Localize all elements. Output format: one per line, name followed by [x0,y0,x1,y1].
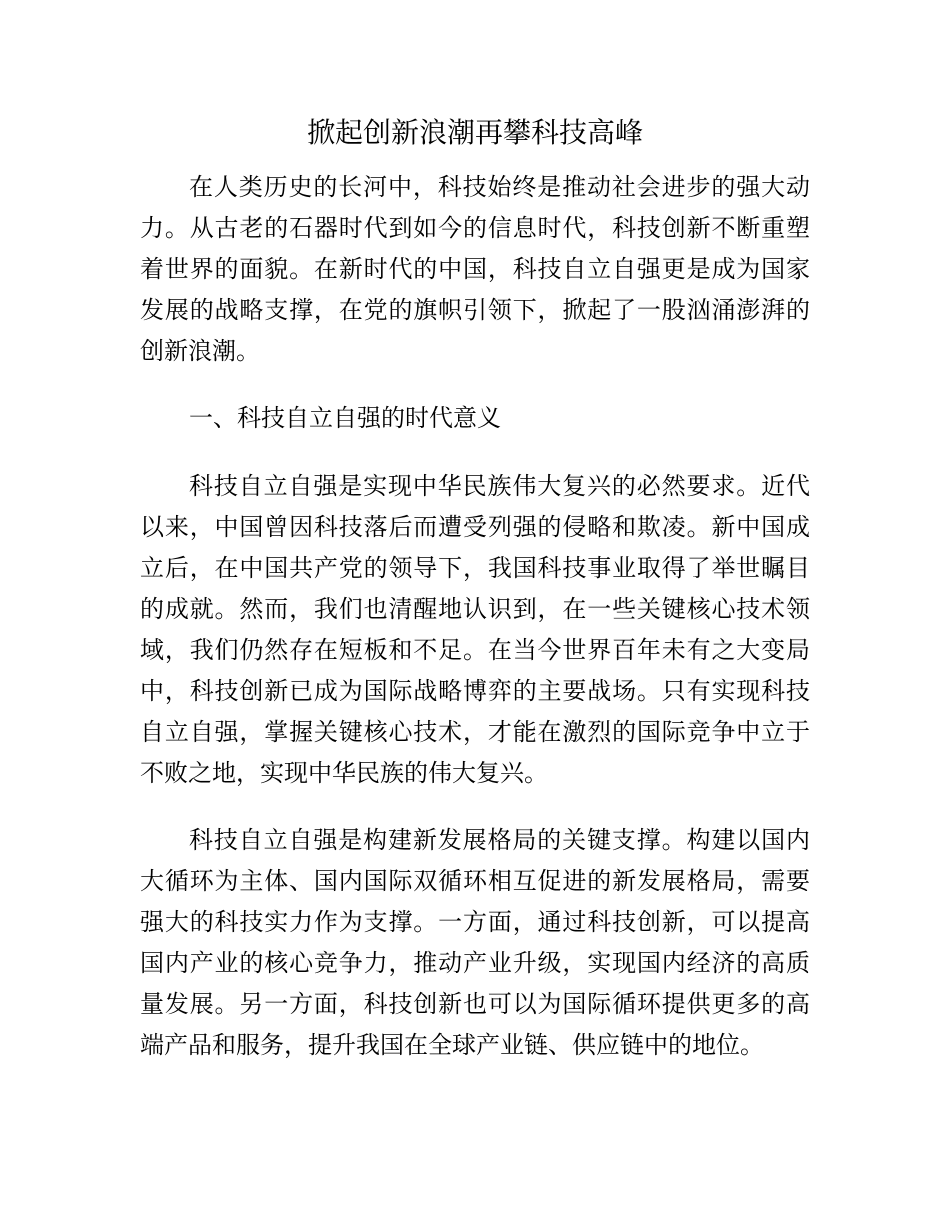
text-line: 域，我们仍然存在短板和不足。在当今世界百年未有之大变局 [140,636,810,664]
text-line: 力。从古老的石器时代到如今的信息时代，科技创新不断重塑 [140,214,810,242]
text-line: 在人类历史的长河中，科技始终是推动社会进步的强大动 [189,173,810,201]
text-line: 不败之地，实现中华民族的伟大复兴。 [140,759,548,787]
text-line: 以来，中国曾因科技落后而遭受列强的侵略和欺凌。新中国成 [140,513,810,541]
text-line: 中，科技创新已成为国际战略博弈的主要战场。只有实现科技 [140,677,810,705]
text-line: 一、科技自立自强的时代意义 [189,404,501,432]
document-title: 掀起创新浪潮再攀科技高峰 [306,116,643,149]
text-line: 创新浪潮。 [140,337,260,365]
text-line: 端产品和服务，提升我国在全球产业链、供应链中的地位。 [140,1031,764,1059]
text-line: 发展的战略支撑，在党的旗帜引领下，掀起了一股汹涌澎湃的 [140,296,810,324]
text-line: 立后，在中国共产党的领导下，我国科技事业取得了举世瞩目 [140,554,810,582]
paragraph-intro [140,167,810,372]
text-line: 科技自立自强是构建新发展格局的关键支撑。构建以国内 [189,826,810,854]
section-heading [140,398,810,439]
text-line: 的成就。然而，我们也清醒地认识到，在一些关键核心技术领 [140,595,810,623]
paragraph-significance-1 [140,466,810,794]
text-line: 着世界的面貌。在新时代的中国，科技自立自强更是成为国家 [140,255,810,283]
text-line: 大循环为主体、国内国际双循环相互促进的新发展格局，需要 [140,867,810,895]
text-line: 强大的科技实力作为支撑。一方面，通过科技创新，可以提高 [140,908,810,936]
paragraph-significance-2 [140,820,810,1066]
text-line: 国内产业的核心竞争力，推动产业升级，实现国内经济的高质 [140,949,810,977]
text-line: 量发展。另一方面，科技创新也可以为国际循环提供更多的高 [140,990,810,1018]
text-line: 科技自立自强是实现中华民族伟大复兴的必然要求。近代 [189,472,810,500]
text-line: 自立自强，掌握关键核心技术，才能在激烈的国际竞争中立于 [140,718,810,746]
